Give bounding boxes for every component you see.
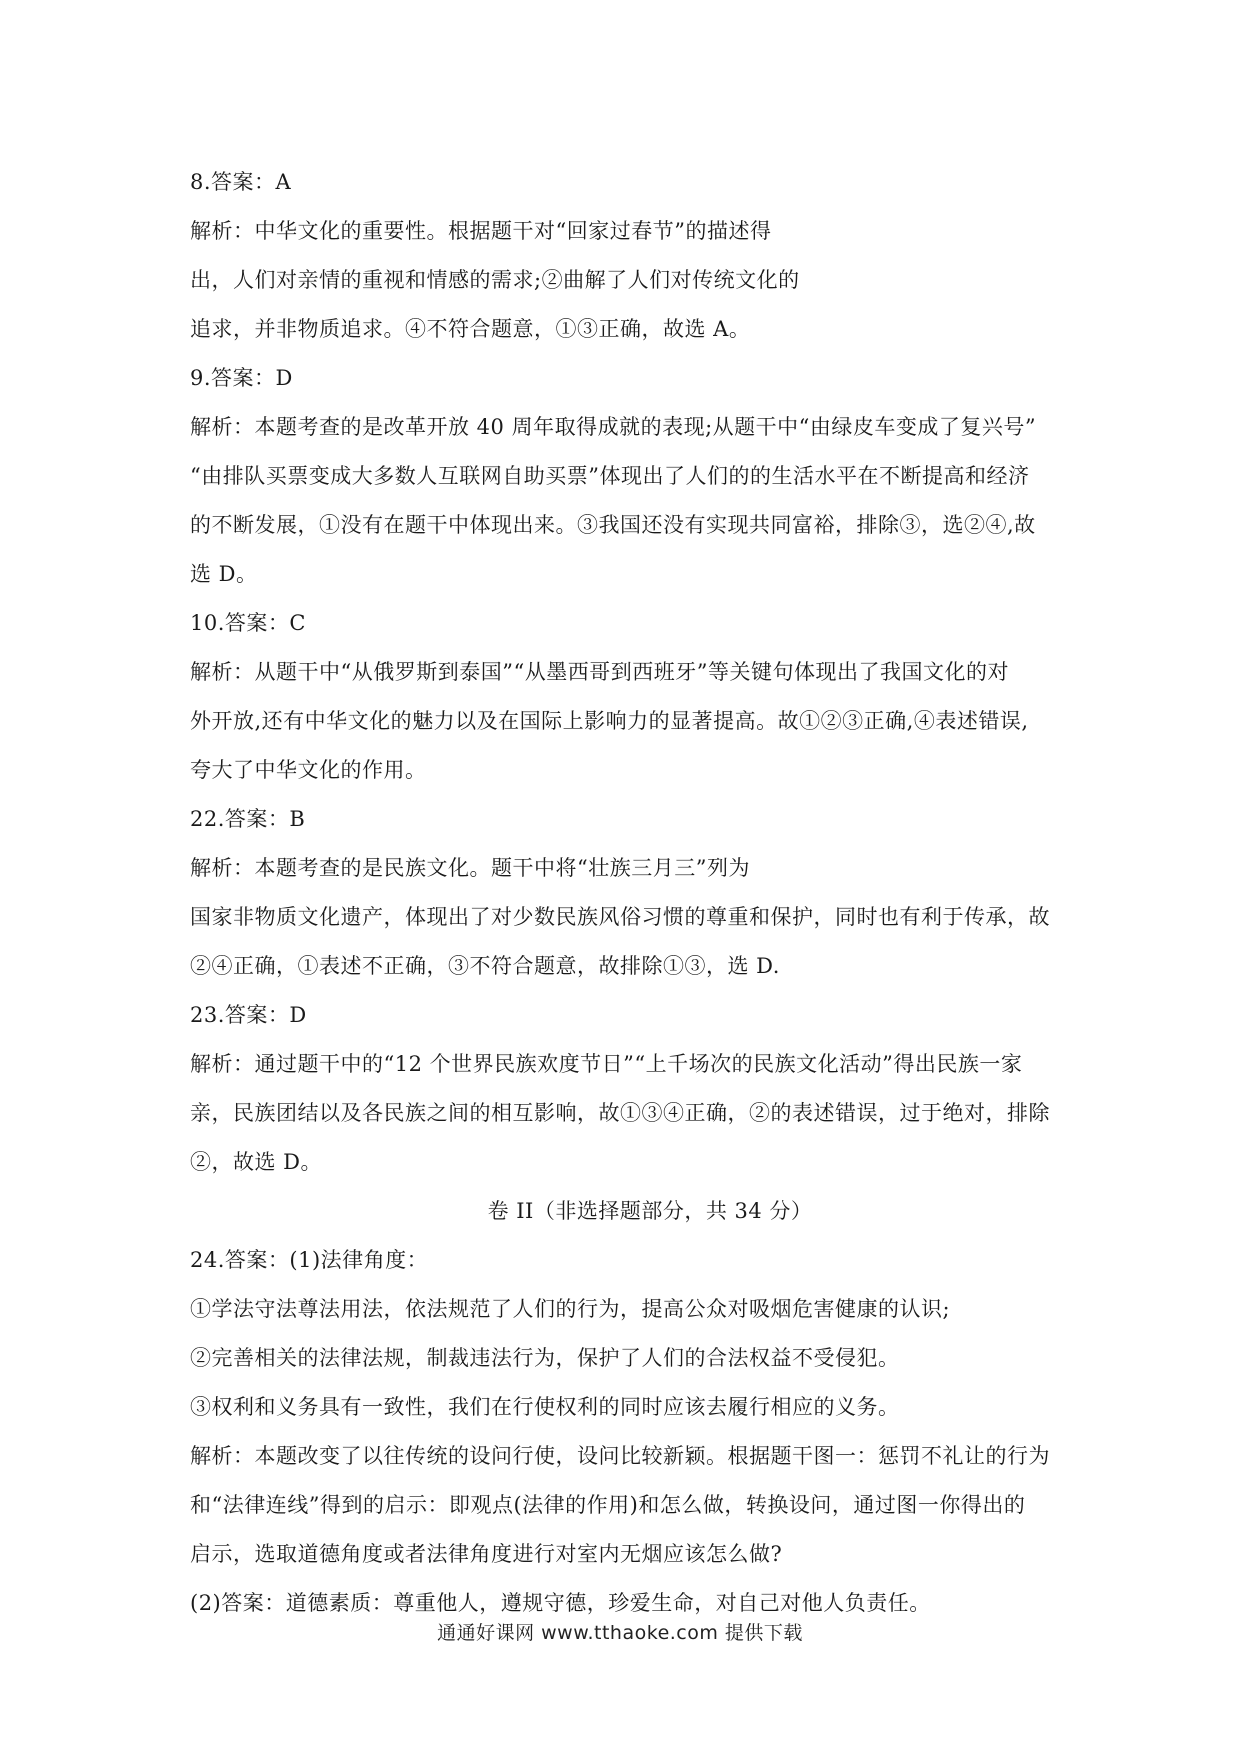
answer-heading: 24.答案：(1)法律角度： xyxy=(190,1248,429,1272)
text-line: 亲，民族团结以及各民族之间的相互影响，故①③④正确，②的表述错误，过于绝对，排除 xyxy=(190,1101,1050,1125)
answer-heading: 8.答案：A xyxy=(190,170,292,194)
text-line: 解析：本题考查的是民族文化。题干中将“壮族三月三”列为 xyxy=(190,856,750,880)
answer-heading: 9.答案：D xyxy=(190,366,293,390)
text-line: 出，人们对亲情的重视和情感的需求;②曲解了人们对传统文化的 xyxy=(190,268,800,292)
text-line: 追求，并非物质追求。④不符合题意，①③正确，故选 A。 xyxy=(190,317,751,341)
text-line: 解析：从题干中“从俄罗斯到泰国”“从墨西哥到西班牙”等关键句体现出了我国文化的对 xyxy=(190,660,1009,684)
text-line: ③权利和义务具有一致性，我们在行使权利的同时应该去履行相应的义务。 xyxy=(190,1395,900,1419)
text-line: 解析：中华文化的重要性。根据题干对“回家过春节”的描述得 xyxy=(190,219,772,243)
text-line: 解析：通过题干中的“12 个世界民族欢度节日”“上千场次的民族文化活动”得出民族一家 xyxy=(190,1052,1023,1076)
text-line: 和“法律连线”得到的启示：即观点(法律的作用)和怎么做，转换设问，通过图一你得出的 xyxy=(190,1493,1026,1517)
text-line: 的不断发展，①没有在题干中体现出来。③我国还没有实现共同富裕，排除③，选②④,故 xyxy=(190,513,1036,537)
answer-heading: 10.答案：C xyxy=(190,611,306,635)
page-footer: 通通好课网 www.tthaoke.com 提供下载 xyxy=(437,1622,803,1644)
text-line: ②，故选 D。 xyxy=(190,1150,323,1174)
text-line: 选 D。 xyxy=(190,562,258,586)
answer-heading: 22.答案：B xyxy=(190,807,306,831)
text-line: 国家非物质文化遗产，体现出了对少数民族风俗习惯的尊重和保护，同时也有利于传承，故 xyxy=(190,905,1050,929)
answer-heading: 23.答案：D xyxy=(190,1003,307,1027)
text-line: 外开放,还有中华文化的魅力以及在国际上影响力的显著提高。故①②③正确,④表述错误, xyxy=(190,709,1029,733)
text-line: “由排队买票变成大多数人互联网自助买票”体现出了人们的的生活水平在不断提高和经济 xyxy=(190,464,1030,488)
text-line: (2)答案：道德素质：尊重他人，遵规守德，珍爱生命，对自己对他人负责任。 xyxy=(190,1591,931,1615)
text-line: ②完善相关的法律法规，制裁违法行为，保护了人们的合法权益不受侵犯。 xyxy=(190,1346,900,1370)
text-line: 夸大了中华文化的作用。 xyxy=(190,758,427,782)
text-line: ②④正确，①表述不正确，③不符合题意，故排除①③，选 D. xyxy=(190,954,780,978)
text-line: 解析：本题改变了以往传统的设问行使，设问比较新颖。根据题干图一：惩罚不礼让的行为 xyxy=(190,1444,1050,1468)
text-line: ①学法守法尊法用法，依法规范了人们的行为，提高公众对吸烟危害健康的认识; xyxy=(190,1297,951,1321)
section-heading: 卷 II（非选择题部分，共 34 分） xyxy=(487,1199,813,1223)
answer-content xyxy=(190,158,1070,1628)
text-line: 解析：本题考查的是改革开放 40 周年取得成就的表现;从题干中“由绿皮车变成了复兴号” xyxy=(190,415,1037,439)
text-line: 启示，选取道德角度或者法律角度进行对室内无烟应该怎么做? xyxy=(190,1542,783,1566)
